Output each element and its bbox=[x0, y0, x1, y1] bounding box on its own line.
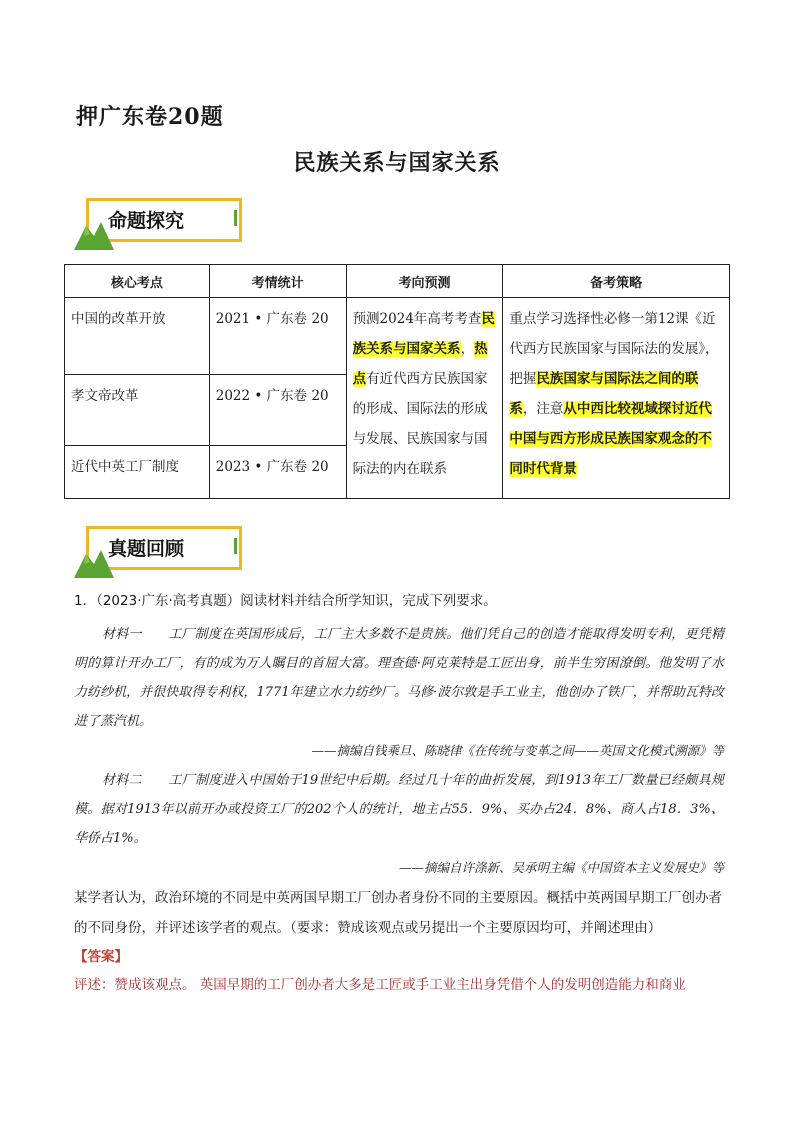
section-header-review bbox=[74, 526, 249, 578]
material-one: 材料一 工厂制度在英国形成后，工厂主大多数不是贵族。他们凭自己的创造才能取得发明专利，更凭精明的算计开办工厂，有的成为万人瞩目的首屈大富。理查德·阿克莱特是工匠出身，前半生穷困潦倒。他发明了水力纺纱机，并很快取得专利权，1771年建立水力纺纱厂。马修·波尔敦是手工业主，他创办了铁厂，并帮助瓦特改进了蒸汽机。 bbox=[74, 627, 724, 729]
table-header-cell: 考情统计 bbox=[209, 265, 346, 298]
section-label: 真题回顾 bbox=[108, 538, 185, 560]
stat-cell: 2022 • 广东卷 20 bbox=[209, 375, 346, 446]
question-head: 1．（2023·广东·高考真题）阅读材料并结合所学知识，完成下列要求。 bbox=[74, 593, 497, 609]
table-header-cell: 备考策略 bbox=[503, 265, 730, 298]
table-header-cell: 考向预测 bbox=[346, 265, 503, 298]
strategy-highlight: 民族国家与国际法之间的联系 bbox=[509, 371, 699, 417]
strategy-highlight: 从中西比较视域探讨近代中国与西方形成民族国家观念的不同时代背景 bbox=[509, 401, 712, 477]
prediction-highlight: 热点 bbox=[352, 341, 488, 387]
section-header-proposition bbox=[74, 198, 249, 250]
material-one-source: ——摘编自钱乘旦、陈晓律《在传统与变革之间——英国文化模式溯源》等 bbox=[311, 743, 724, 758]
material-two: 材料二 工厂制度进入中国始于19世纪中后期。经过几十年的曲折发展，到1913年工厂数量已经颇具规模。据对1913年以前开办或投资工厂的202个人的统计，地主占55．9%、买办占24．8%、商人占18．3%、华侨占1%。 bbox=[74, 773, 724, 846]
strategy-cell bbox=[503, 298, 730, 499]
question-prompt: 某学者认为，政治环境的不同是中英两国早期工厂创办者身份不同的主要原因。概括中英两国早期工厂创办者的不同身份，并评述该学者的观点。（要求：赞成该观点或另提出一个主要原因均可，并阐述理由） bbox=[74, 890, 722, 936]
strategy-text: ，注意 bbox=[522, 401, 564, 417]
section-label: 命题探究 bbox=[108, 210, 185, 232]
material-two-source: ——摘编自许涤新、吴承明主编《中国资本主义发展史》等 bbox=[398, 860, 724, 875]
page-subtitle: 民族关系与国家关系 bbox=[293, 150, 501, 176]
answer-label: 【答案】 bbox=[74, 949, 128, 965]
topic-cell: 近代中英工厂制度 bbox=[65, 446, 210, 499]
topic-cell: 中国的改革开放 bbox=[65, 298, 210, 375]
page-title: 押广东卷20题 bbox=[76, 104, 224, 130]
prediction-text: 有近代西方民族国家的形成、国际法的形成与发展、民族国家与国际法的内在联系 bbox=[352, 371, 488, 477]
prediction-cell bbox=[346, 298, 503, 499]
section-accent-mark bbox=[234, 538, 237, 554]
stat-cell: 2021 • 广东卷 20 bbox=[209, 298, 346, 375]
table-header-row bbox=[65, 265, 730, 298]
prediction-highlight: 民族关系与国家关系 bbox=[352, 311, 495, 357]
prediction-text: ， bbox=[460, 341, 475, 357]
section-accent-mark bbox=[234, 210, 237, 226]
stat-cell: 2023 • 广东卷 20 bbox=[209, 446, 346, 499]
answer-text: 评述：赞成该观点。 英国早期的工厂创办者大多是工匠或手工业主出身凭借个人的发明创造能力和商业 bbox=[74, 977, 686, 993]
table-header-cell: 核心考点 bbox=[65, 265, 210, 298]
exam-analysis-table bbox=[64, 264, 730, 499]
strategy-text: 重点学习选择性必修一第12课《近代西方民族国家与国际法的发展》，把握 bbox=[509, 311, 719, 387]
prediction-text: 预测2024年高考考查 bbox=[352, 311, 482, 327]
question-block bbox=[74, 588, 724, 999]
table-row bbox=[65, 298, 730, 375]
topic-cell: 孝文帝改革 bbox=[65, 375, 210, 446]
